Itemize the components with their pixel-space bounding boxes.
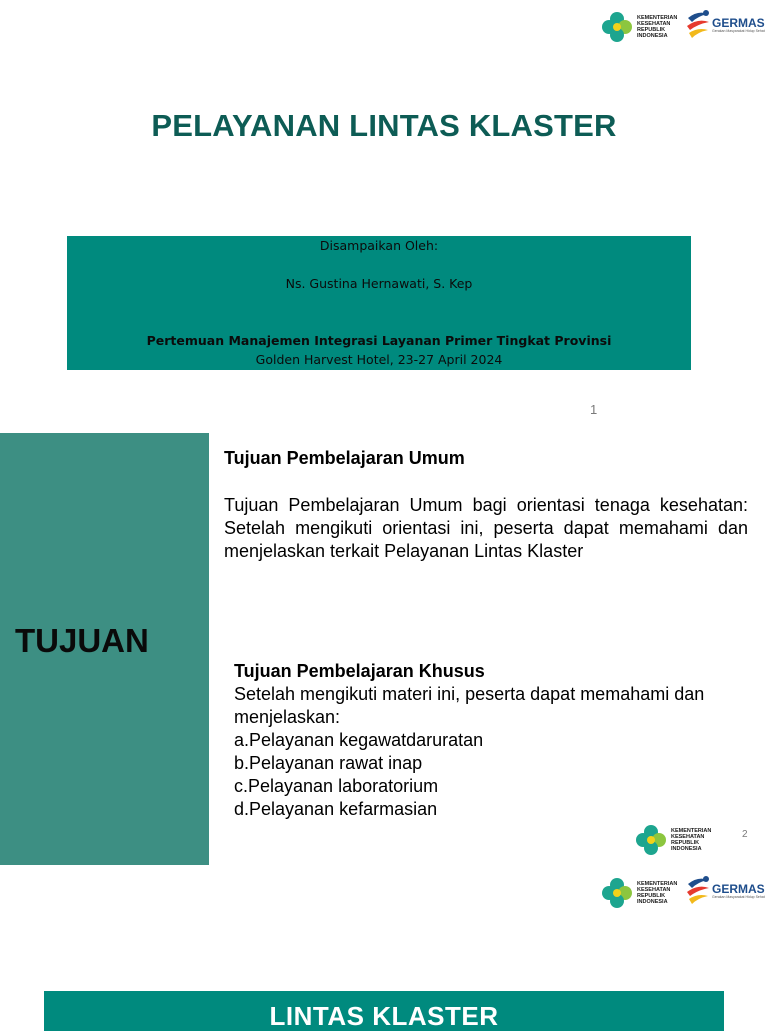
slide1-title: PELAYANAN LINTAS KLASTER [151,108,617,143]
kemenkes-emblem-icon [634,823,668,857]
kemenkes-logo-slide3 [600,876,677,910]
list-item: b.Pelayanan rawat inap [234,753,423,773]
slide1-page-number: 1 [590,402,598,417]
kemenkes-text: KEMENTERIAN KESEHATAN REPUBLIK INDONESIA [637,15,678,39]
kemenkes-emblem-icon [600,876,634,910]
general-objective-heading: Tujuan Pembelajaran Umum [224,448,465,468]
germas-tagline: Gerakan Masyarakat Hidup Sehat [712,895,765,899]
event-venue: Golden Harvest Hotel, 23-27 April 2024 [255,352,503,367]
presenter-box [67,236,691,370]
kemenkes-logo [600,10,677,44]
germas-tagline: Gerakan Masyarakat Hidup Sehat [712,29,765,33]
germas-logo [684,8,765,42]
presenter-name: Ns. Gustina Hernawati, S. Kep [285,276,473,291]
specific-objectives [234,660,734,821]
kemenkes-emblem-icon [600,10,634,44]
event-name: Pertemuan Manajemen Integrasi Layanan Primer Tingkat Provinsi [146,333,612,348]
kemenkes-logo-slide2 [634,823,711,857]
list-item: c.Pelayanan laboratorium [234,776,439,796]
list-item: a.Pelayanan kegawatdaruratan [234,730,484,750]
side-title: TUJUAN [15,622,149,659]
germas-word: GERMAS [712,882,765,896]
specific-objective-intro: Setelah mengikuti materi ini, peserta dapat memahami dan menjelaskan: [234,684,705,727]
germas-logo-slide3 [684,874,765,908]
germas-emblem-icon [684,874,712,908]
germas-word: GERMAS [712,16,765,30]
specific-objective-heading: Tujuan Pembelajaran Khusus [234,661,485,681]
kemenkes-text: KEMENTERIAN KESEHATAN REPUBLIK INDONESIA [671,828,712,852]
germas-emblem-icon [684,8,712,42]
kemenkes-text: KEMENTERIAN KESEHATAN REPUBLIK INDONESIA [637,881,678,905]
presented-by-label: Disampaikan Oleh: [319,238,439,253]
slide2-page-number: 2 [742,829,748,840]
slide3-title: LINTAS KLASTER [269,1001,499,1031]
general-objective-body: Tujuan Pembelajaran Umum bagi orientasi tenaga kesehatan: Setelah mengikuti orientasi ini, peserta dapat memahami dan menjelaskan terkait Pelayanan Lintas Klaster [224,495,748,561]
list-item: d.Pelayanan kefarmasian [234,799,438,819]
